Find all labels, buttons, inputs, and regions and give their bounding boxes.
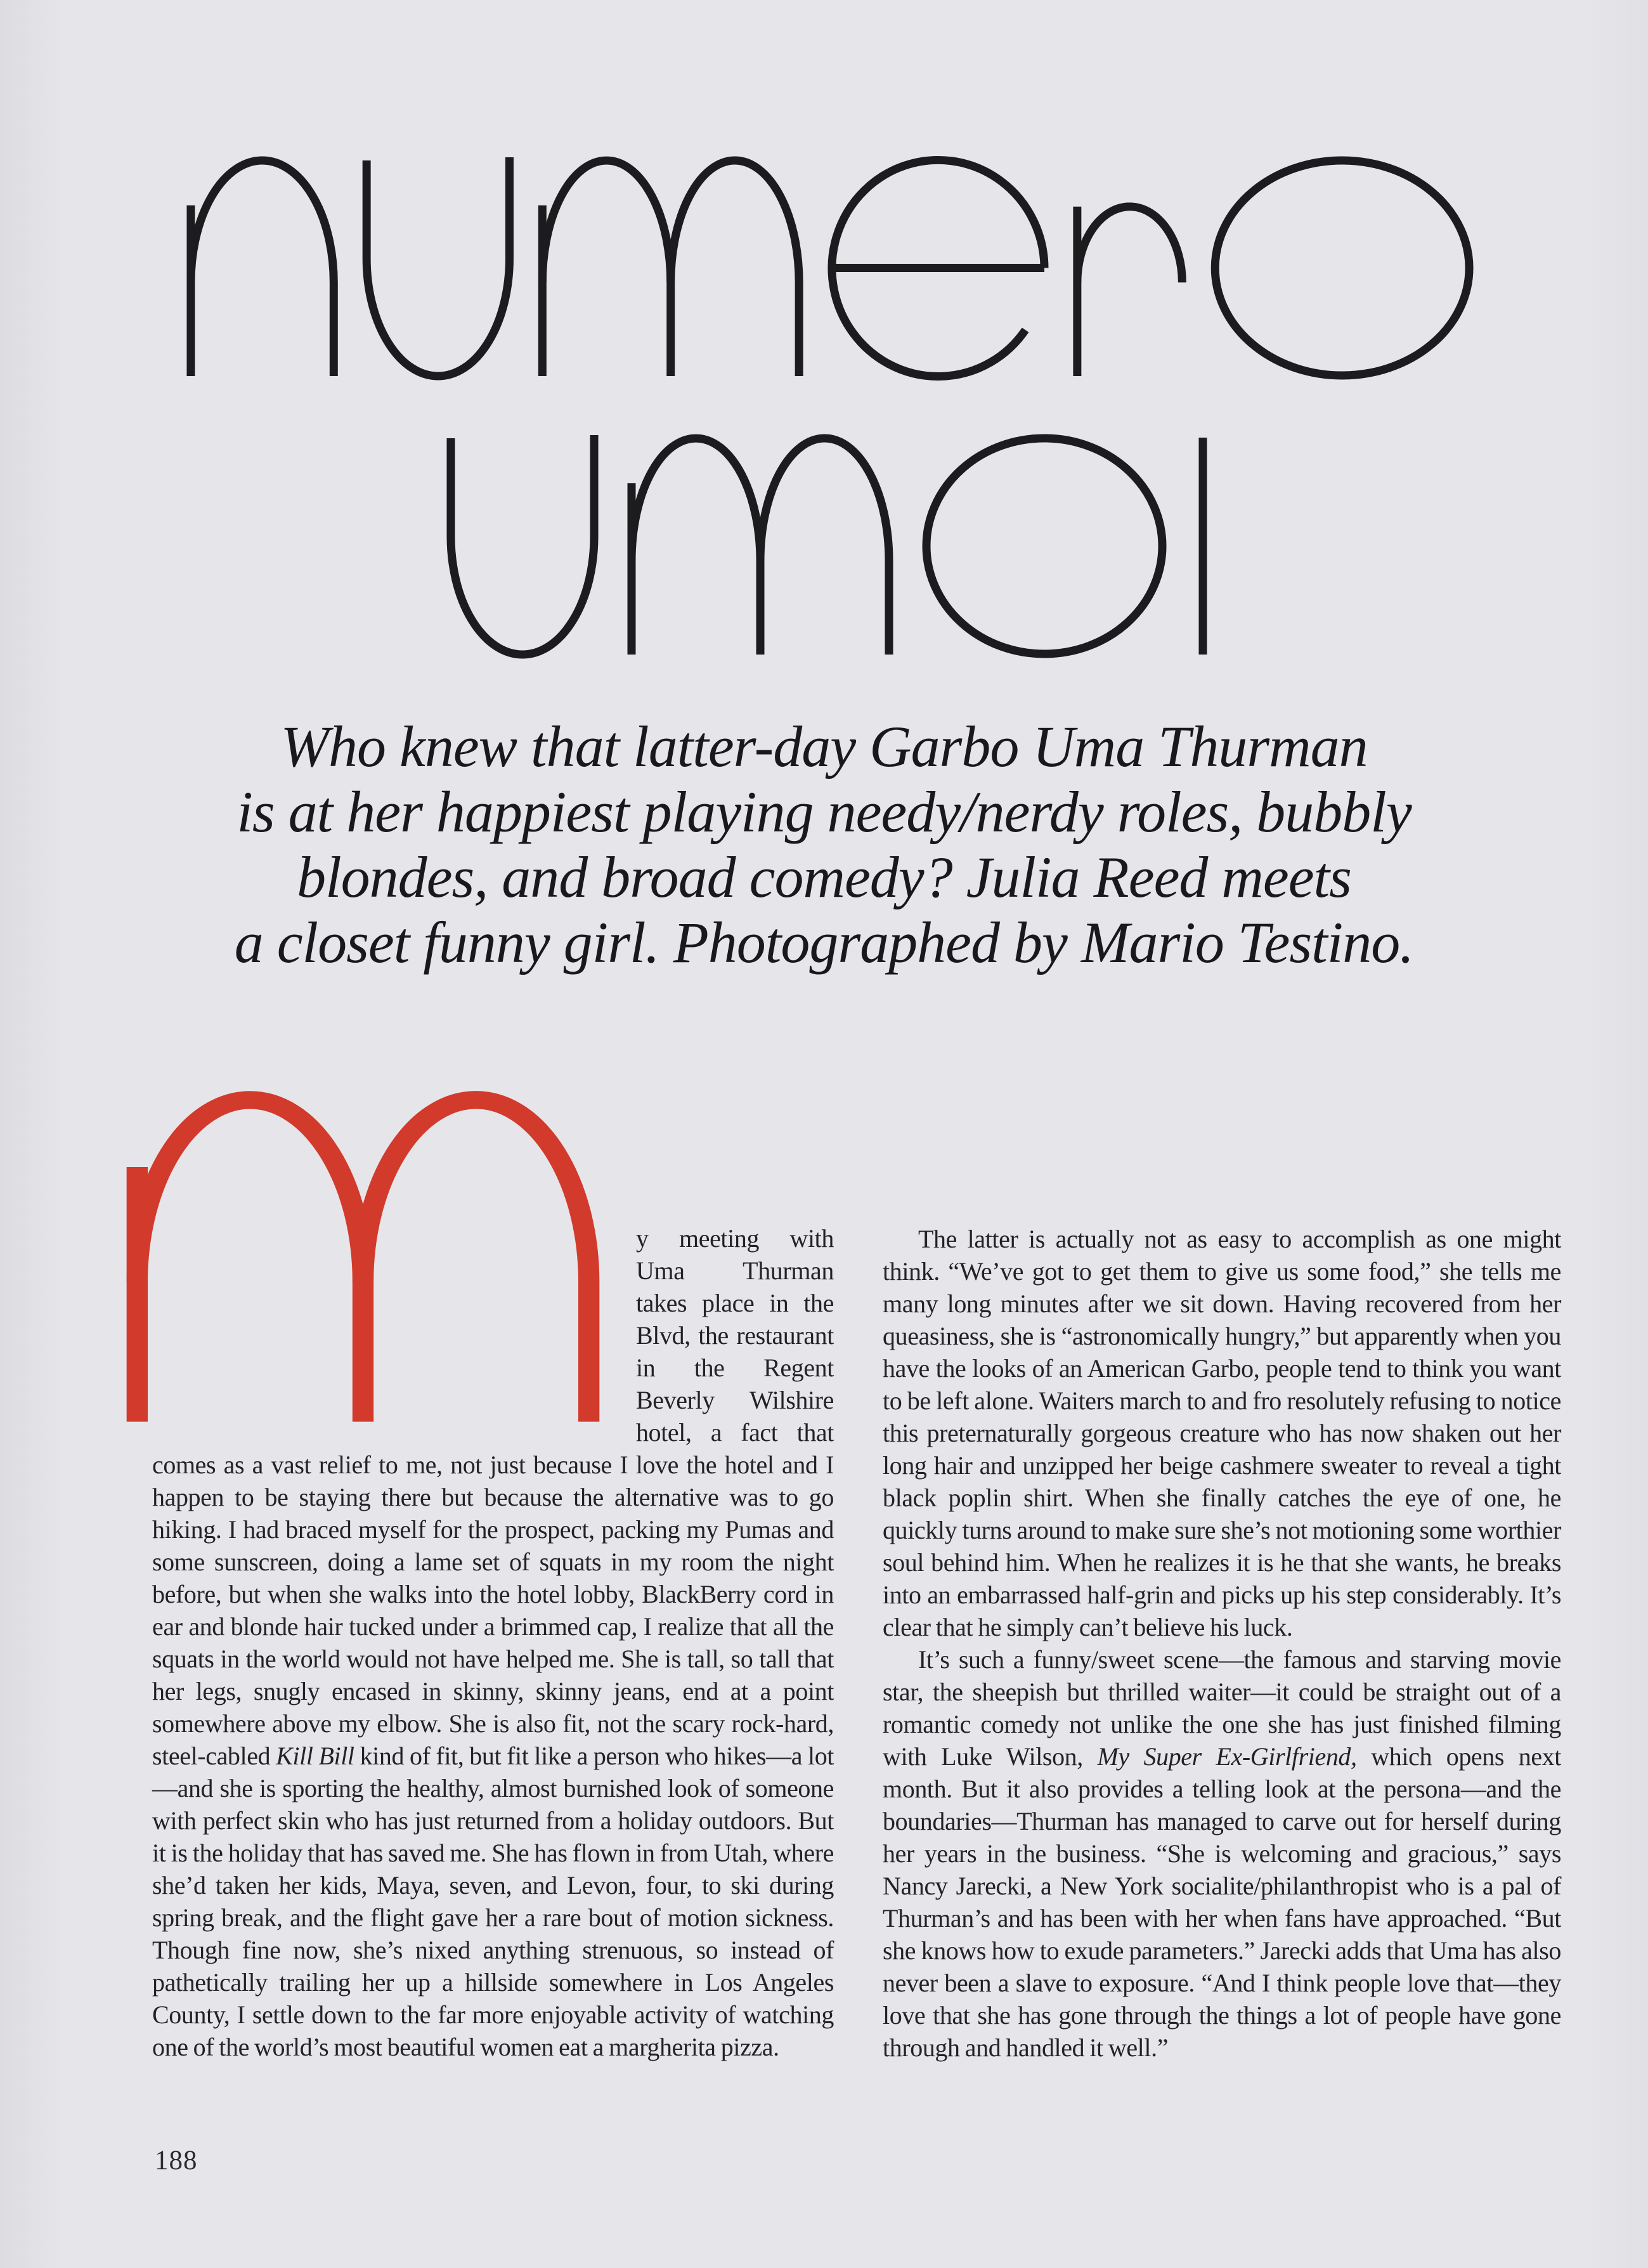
standfirst-line: a closet funny girl. Photographed by Mario Testino.: [234, 910, 1414, 975]
standfirst-line: is at her happiest playing needy/nerdy roles, bubbly: [237, 779, 1411, 844]
headline-line-2: [441, 429, 1212, 664]
intro-paragraph: y meeting with Uma Thurman takes place in the Blvd, the restaurant in the Regent Beverly Wilshire hotel, a fact that comes as a vast relief to me, not just because I love the hotel and I happen to be staying there but because the alternative was to go hiking. I had braced myself for the prospect, packing my Pumas and some sunscreen, doing a lame set of squats in my room the night before, but when she walks into the hotel lobby, BlackBerry cord in ear and blonde hair tucked under a brimmed cap, I realize that all the squats in the world would not have helped me. She is tall, so tall that her legs, snugly encased in skinny, skinny jeans, end at a point somewhere above my elbow. She is also fit, not the scary rock-hard, steel-cabled Kill Bill kind of fit, but fit like a person who hikes—a lot—and she is sporting the healthy, almost burnished look of someone with perfect skin who has just returned from a holiday outdoors. But it is the holiday that has saved me. She has flown in from Utah, where she’d taken her kids, Maya, seven, and Levon, four, to ski during spring break, and the flight gave her a rare bout of motion sickness. Though fine now, she’s nixed anything strenuous, so instead of pathetically trailing her up a hillside somewhere in Los Angeles County, I settle down to the far more enjoyable activity of watching one of the world’s most beautiful women eat a margherita pizza.: [152, 1224, 834, 2061]
body-paragraph-2: It’s such a funny/sweet scene—the famous and starving movie star, the sheepish but thrilled waiter—it could be straight out of a romantic comedy not unlike the one she has just finished filming with Luke Wilson, My Super Ex-Girlfriend, which opens next month. But it also provides a telling look at the persona—and the boundaries—Thurman has managed to carve out for herself during her years in the business. “She is welcoming and gracious,” says Nancy Jarecki, a New York socialite/philanthropist who is a pal of Thurman’s and has been with her when fans have approached. “But she knows how to exude parameters.” Jarecki adds that Uma has also never been a slave to exposure. “And I think people love that—they love that she has gone through the things a lot of people have gone through and handled it well.”: [883, 1645, 1561, 2062]
drop-cap-m: [120, 1086, 606, 1436]
headline-line-1: [181, 151, 1481, 386]
standfirst-line: Who knew that latter-day Garbo Uma Thurman: [280, 714, 1368, 779]
article-column-right: [883, 1223, 1561, 2064]
drop-cap-m-glyph: [120, 1086, 606, 1436]
body-paragraph-1: The latter is actually not as easy to accomplish as one might think. “We’ve got to get them to give us some food,” she tells me many long minutes after we sit down. Having recovered from her queasiness, she is “astronomically hungry,” but apparently when you have the looks of an American Garbo, people tend to think you want to be left alone. Waiters march to and fro resolutely refusing to notice this preternaturally gorgeous creature who has now shaken out her long hair and unzipped her beige cashmere sweater to reveal a tight black poplin shirt. When she finally catches the eye of one, he quickly turns around to make sure she’s not motioning some worthier soul behind him. When he realizes it is he that she wants, he breaks into an embarrassed half-grin and picks up his step considerably. It’s clear that he simply can’t believe his luck.: [883, 1225, 1561, 1641]
standfirst-line: blondes, and broad comedy? Julia Reed meets: [297, 845, 1351, 909]
article-column-left: [152, 1086, 834, 2063]
page-number: 188: [155, 2146, 198, 2175]
standfirst: [82, 714, 1566, 975]
